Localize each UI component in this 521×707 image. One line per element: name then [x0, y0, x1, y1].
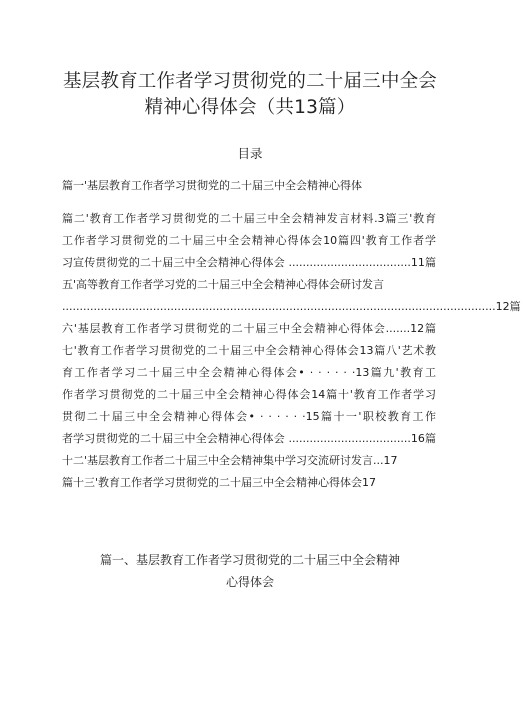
toc-line[interactable]: 六'基层教育工作者学习贯彻党的二十届三中全会精神心得体会.......12篇 — [62, 322, 436, 335]
section-title-line-2: 心得体会 — [225, 575, 274, 589]
toc-line[interactable]: 习宣传贯彻党的二十届三中全会精神心得体会 ...................................11篇 — [62, 256, 436, 269]
toc-line[interactable]: 作者学习贯彻党的二十届三中全会精神心得体会14篇十'教育工作者学习 — [62, 388, 436, 401]
toc-line[interactable]: 五'高等教育工作者学习党的二十届三中全会精神心得体会研讨发言 — [62, 278, 385, 291]
document-title-line-2: 精神心得体会（共13篇） — [144, 97, 356, 118]
toc-line[interactable]: 者学习贯彻党的二十届三中全会精神心得体会 ...................................16篇 — [62, 432, 436, 445]
toc-line[interactable]: 工作者学习贯彻党的二十届三中全会精神心得体会10篇四'教育工作者学 — [62, 234, 436, 247]
document-title-line-1: 基层教育工作者学习贯彻党的二十届三中全会 — [62, 71, 437, 92]
toc-entry-1[interactable]: 篇一'基层教育工作者学习贯彻党的二十届三中全会精神心得体 — [62, 179, 363, 192]
toc-heading: 目录 — [237, 146, 263, 161]
toc-line[interactable]: 篇二'教育工作者学习贯彻党的二十届三中全会精神发言材料.3篇三'教育 — [62, 212, 436, 225]
toc-line[interactable]: 贯彻二十届三中全会精神心得体会• · · · · · ·15篇十一'职校教育工作 — [62, 410, 436, 423]
toc-line[interactable]: 七'教育工作者学习贯彻党的二十届三中全会精神心得体会13篇八'艺术教 — [62, 344, 436, 357]
section-title-line-1: 篇一、基层教育工作者学习贯彻党的二十届三中全会精神 — [99, 553, 400, 567]
toc-line[interactable]: ............................................................................................................................12篇 — [62, 300, 521, 313]
toc-line[interactable]: 十二'基层教育工作者二十届三中全会精神集中学习交流研讨发言...17 — [62, 454, 398, 467]
toc-line[interactable]: 育工作者学习二十届三中全会精神心得体会• · · · · · ·13篇九'教育工 — [62, 366, 436, 379]
toc-line[interactable]: 篇十三'教育工作者学习贯彻党的二十届三中全会精神心得体会17 — [62, 476, 377, 489]
